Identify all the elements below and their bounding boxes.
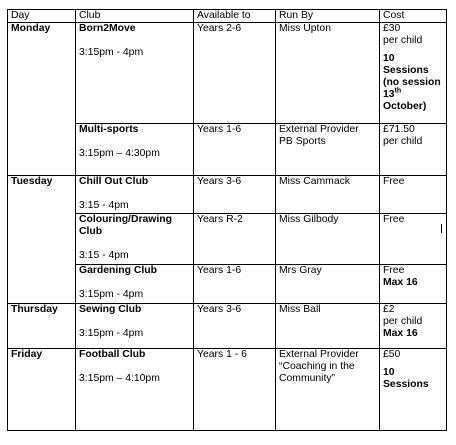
club-time: 3:15pm - 4pm — [79, 289, 144, 300]
cost-cell — [380, 265, 447, 304]
club-name: Gardening Club — [79, 265, 157, 276]
available-cell — [194, 176, 276, 214]
table-edge-mark — [441, 224, 442, 233]
cost-sessions-count: 10 — [383, 53, 395, 64]
cost-amount: £30 — [383, 23, 401, 34]
table-row — [8, 23, 447, 124]
run-by-name: External Provider — [279, 124, 359, 135]
run-by-name: External Provider — [279, 349, 359, 360]
run-by-name: Miss Cammack — [279, 176, 351, 187]
club-time: 3:15 - 4pm — [79, 250, 129, 261]
cost-cell — [380, 304, 447, 349]
cost-max-capacity: Max 16 — [383, 328, 418, 339]
cost-cell — [380, 124, 447, 176]
run-by-cell — [276, 265, 380, 304]
cost-amount: £71.50 — [383, 124, 415, 135]
club-time: 3:15 - 4pm — [79, 200, 129, 211]
day-cell — [8, 304, 76, 349]
header-day: Day — [8, 10, 76, 23]
club-time: 3:15pm – 4:30pm — [79, 148, 160, 159]
club-cell — [76, 176, 194, 214]
club-name: Football Club — [79, 349, 146, 360]
cost-unit: per child — [383, 316, 423, 327]
available-cell — [194, 124, 276, 176]
available-years: Years 1-6 — [197, 265, 242, 276]
club-name: Colouring/Drawing — [79, 214, 172, 225]
day-label: Tuesday — [11, 176, 53, 187]
cost-cell — [380, 349, 447, 431]
cost-cell — [380, 23, 447, 124]
run-by-cell — [276, 176, 380, 214]
table-row — [8, 176, 447, 214]
cost-unit: per child — [383, 136, 423, 147]
run-by-name: Miss Ball — [279, 304, 321, 315]
cost-max-capacity: Max 16 — [383, 277, 418, 288]
club-cell — [76, 304, 194, 349]
cost-cell — [380, 176, 447, 214]
run-by-provider: “Coaching in the — [279, 361, 355, 372]
club-cell — [76, 349, 194, 431]
day-cell — [8, 349, 76, 431]
available-cell — [194, 349, 276, 431]
run-by-provider-line2: Community” — [279, 373, 336, 384]
club-cell — [76, 23, 194, 124]
available-years: Years 1-6 — [197, 124, 242, 135]
club-name: Sewing Club — [79, 304, 142, 315]
club-name-line2: Club — [79, 226, 103, 237]
club-name: Chill Out Club — [79, 176, 149, 187]
header-available-to: Available to — [194, 10, 276, 23]
available-years: Years 3-6 — [197, 176, 242, 187]
available-cell — [194, 23, 276, 124]
available-years: Years R-2 — [197, 214, 243, 225]
run-by-cell — [276, 304, 380, 349]
available-years: Years 3-6 — [197, 304, 242, 315]
cost-sessions-label: Sessions — [383, 379, 429, 390]
run-by-cell — [276, 23, 380, 124]
cost-amount: Free — [383, 176, 405, 187]
day-label: Thursday — [11, 304, 58, 315]
club-time: 3:15pm - 4pm — [79, 47, 144, 58]
day-cell — [8, 23, 76, 176]
day-label: Monday — [11, 23, 51, 34]
cost-amount: Free — [383, 214, 405, 225]
table-header-row — [8, 10, 447, 23]
club-name: Born2Move — [79, 23, 136, 34]
club-time: 3:15pm - 4pm — [79, 328, 144, 339]
cost-amount: £50 — [383, 349, 401, 360]
club-cell — [76, 214, 194, 265]
clubs-schedule-table — [7, 9, 447, 431]
table-row — [8, 349, 447, 431]
header-club: Club — [76, 10, 194, 23]
run-by-name: Miss Gilbody — [279, 214, 339, 225]
run-by-cell — [276, 124, 380, 176]
run-by-name: Miss Upton — [279, 23, 331, 34]
cost-note: (no session — [383, 77, 441, 88]
available-years: Years 2-6 — [197, 23, 242, 34]
cost-cell — [380, 214, 447, 265]
header-run-by: Run By — [276, 10, 380, 23]
available-cell — [194, 214, 276, 265]
cost-unit: per child — [383, 35, 423, 46]
cost-sessions-count: 10 — [383, 367, 395, 378]
cost-note-date: 13th — [383, 87, 402, 100]
day-cell — [8, 176, 76, 304]
club-name: Multi-sports — [79, 124, 139, 135]
cost-note-month: October) — [383, 101, 427, 112]
day-label: Friday — [11, 349, 43, 360]
header-cost: Cost — [380, 10, 447, 23]
run-by-cell — [276, 349, 380, 431]
available-cell — [194, 265, 276, 304]
run-by-name: Mrs Gray — [279, 265, 322, 276]
run-by-provider: PB Sports — [279, 136, 326, 147]
cost-amount: Free — [383, 265, 405, 276]
table-row — [8, 304, 447, 349]
run-by-cell — [276, 214, 380, 265]
club-cell — [76, 265, 194, 304]
club-time: 3:15pm – 4:10pm — [79, 373, 160, 384]
cost-sessions-label: Sessions — [383, 65, 429, 76]
available-years: Years 1 - 6 — [197, 349, 247, 360]
available-cell — [194, 304, 276, 349]
cost-amount: £2 — [383, 304, 395, 315]
club-cell — [76, 124, 194, 176]
